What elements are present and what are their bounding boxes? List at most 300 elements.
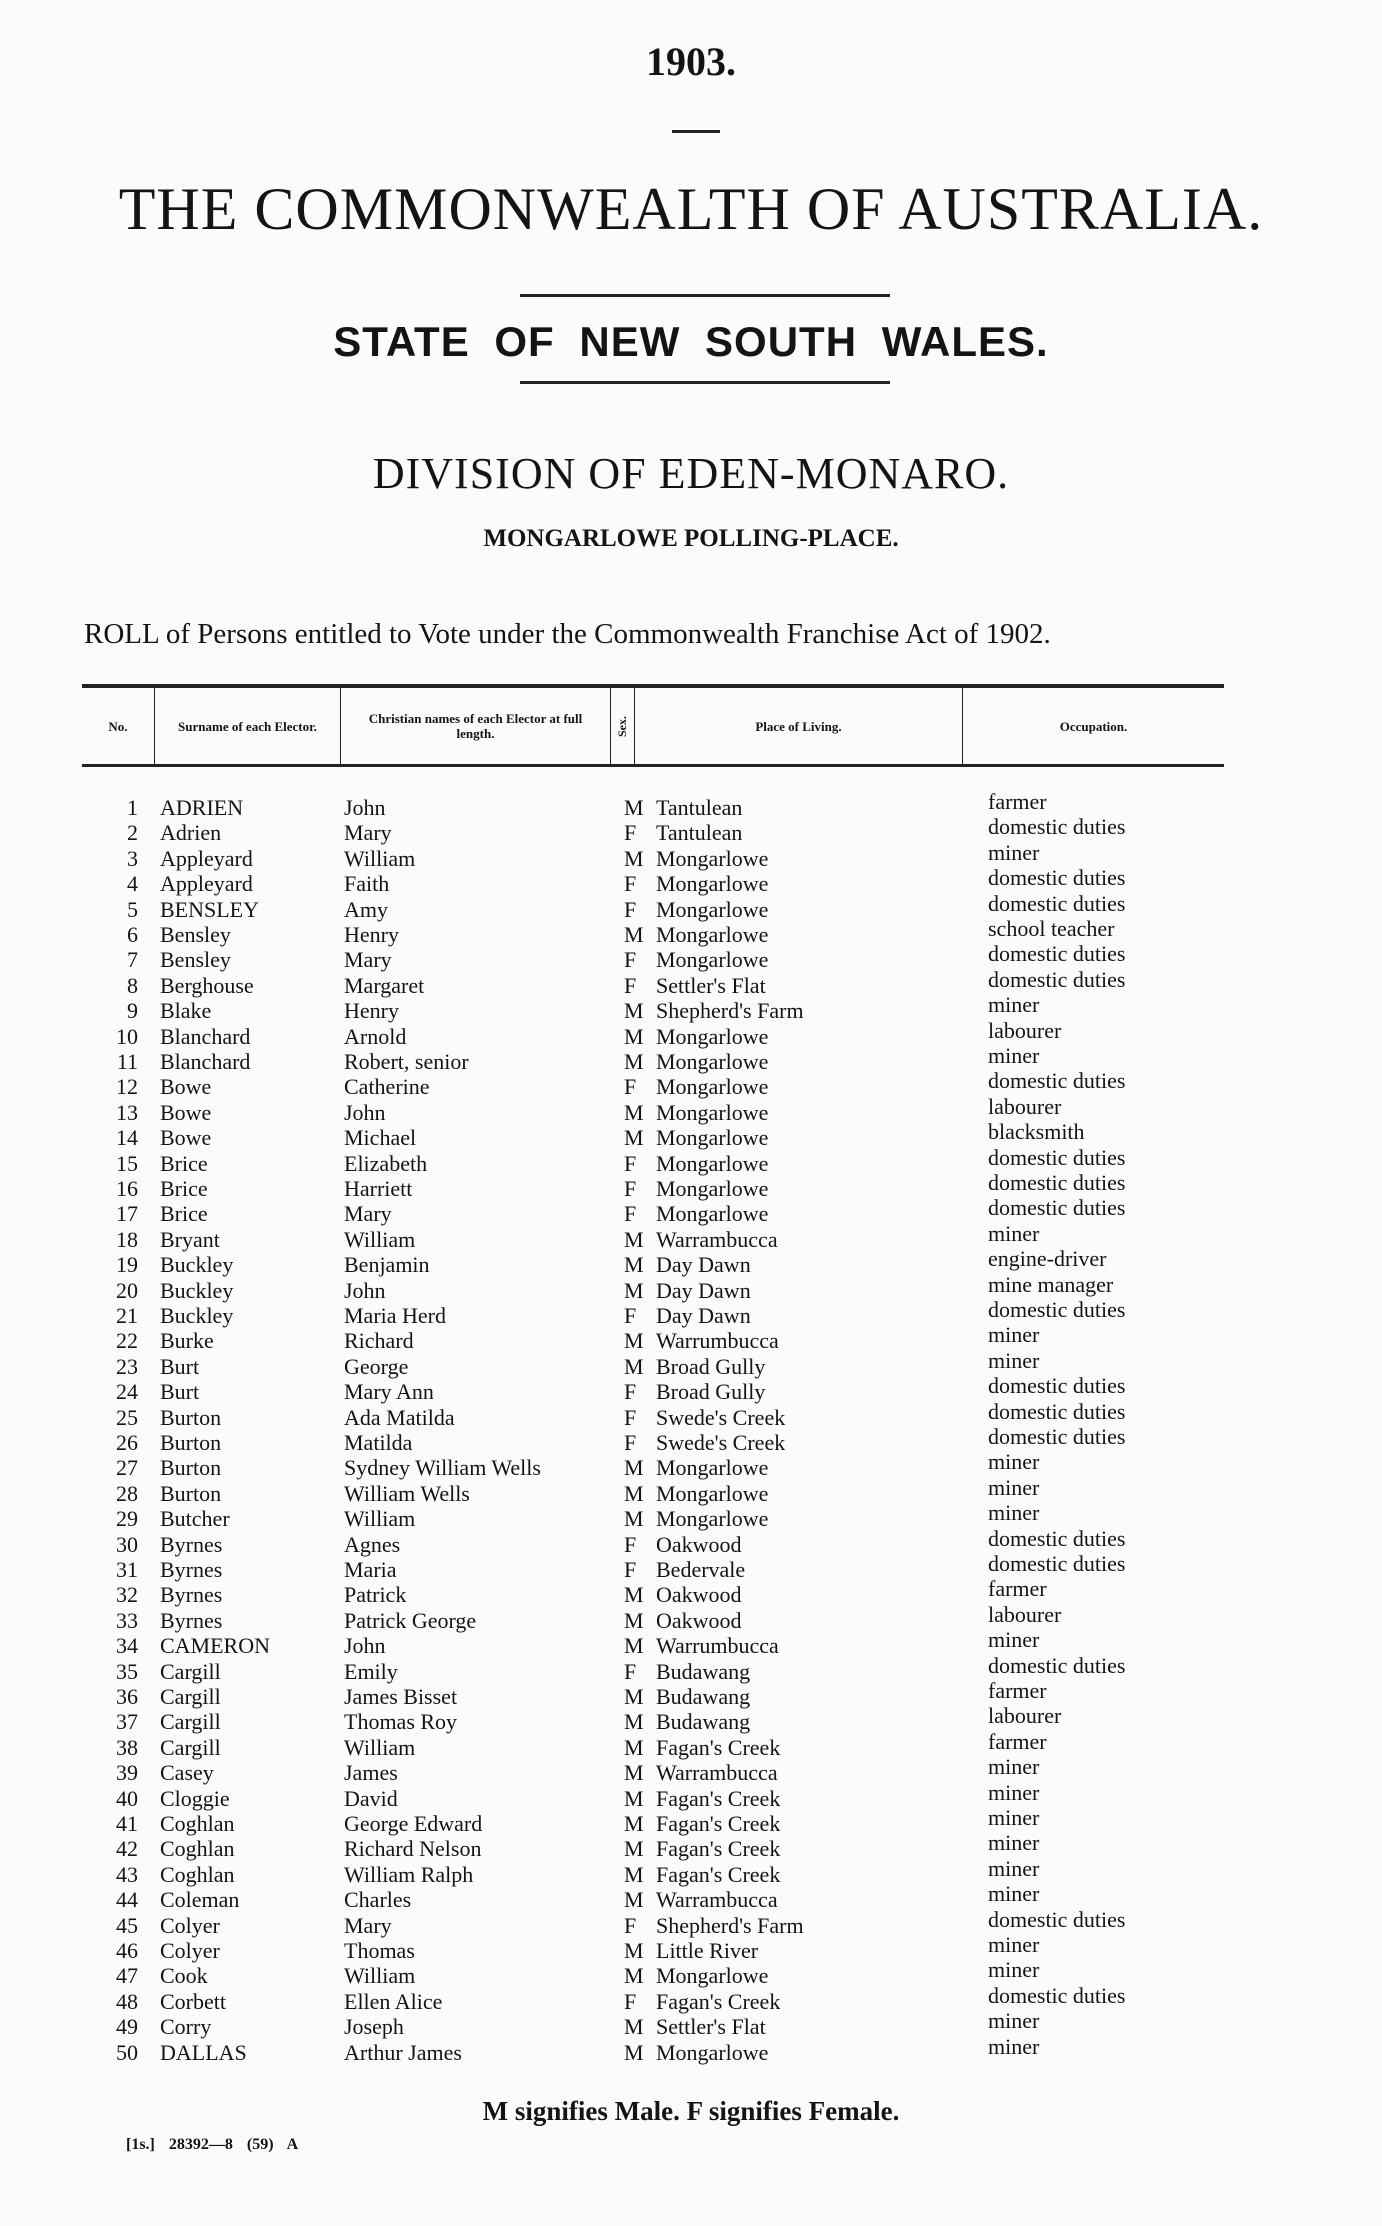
row-number: 46 [116,1938,138,1963]
row-number: 11 [116,1049,138,1074]
table-row [0,1500,1382,1532]
table-row [0,1220,1382,1252]
table-row [0,1551,1382,1582]
row-number: 48 [116,1988,138,2014]
christian-names: Thomas [344,1938,415,1963]
table-row [0,1703,1382,1735]
row-number: 25 [116,1404,138,1430]
christian-names: William [344,1734,416,1760]
surname: Burton [160,1480,222,1506]
surname: Burton [160,1430,222,1455]
table-row [0,1932,1382,1963]
christian-names: John [344,1277,386,1303]
row-number: 44 [116,1887,138,1913]
surname: Burton [160,1455,222,1481]
sex: F [624,1404,637,1430]
row-number: 23 [116,1353,138,1379]
row-number: 4 [127,871,138,897]
occupation: engine-driver [988,1246,1107,1272]
row-number: 43 [116,1861,138,1887]
christian-names: James Bisset [344,1684,458,1709]
table-row [0,1779,1382,1811]
surname: Berghouse [160,972,254,998]
occupation: domestic duties [988,966,1126,992]
occupation: miner [988,1754,1040,1780]
row-number: 22 [116,1328,138,1354]
surname: Buckley [160,1252,234,1278]
surname: Adrien [160,820,222,846]
sex: M [624,1709,644,1735]
christian-names: Arnold [344,1023,407,1049]
table-row [0,1754,1382,1786]
header-no: No. [108,718,128,734]
sex: M [624,1328,644,1354]
surname: Buckley [160,1303,234,1328]
row-number: 1 [127,795,138,820]
place-of-living: Fagan's Creek [656,1785,781,1811]
row-number: 32 [116,1582,138,1608]
sex: M [624,1785,644,1811]
christian-names: Mary [344,947,392,973]
christian-names: Charles [344,1887,412,1913]
sex: M [624,1734,644,1760]
christian-names: John [344,1633,386,1659]
place-of-living: Bedervale [656,1557,746,1582]
surname: Corry [160,2014,212,2040]
occupation: domestic duties [988,1170,1126,1195]
row-number: 19 [116,1252,138,1278]
place-of-living: Day Dawn [656,1277,751,1303]
place-of-living: Budawang [656,1658,751,1684]
occupation: domestic duties [988,1398,1126,1424]
surname: Byrnes [160,1607,223,1633]
occupation: domestic duties [988,1068,1126,1094]
table-row [0,1805,1382,1836]
surname: Coghlan [160,1861,235,1887]
occupation: miner [988,1322,1040,1348]
surname: Burton [160,1404,222,1430]
christian-names: Henry [344,998,399,1024]
place-of-living: Warrambucca [656,1226,778,1252]
christian-names: George [344,1353,409,1379]
table-row [0,1271,1382,1303]
sex: F [624,896,637,922]
table-row [0,1906,1382,1938]
christian-names: William [344,845,416,871]
sex: F [624,820,637,846]
christian-names: Benjamin [344,1252,430,1278]
christian-names: Ada Matilda [344,1404,455,1430]
row-number: 3 [127,845,138,871]
occupation: domestic duties [988,1551,1126,1576]
christian-names: Elizabeth [344,1150,428,1176]
row-number: 50 [116,2039,138,2065]
divider [520,381,890,384]
header-occupation: Occupation. [962,688,1224,764]
table-row [0,1195,1382,1227]
table-row [0,1525,1382,1557]
occupation: miner [988,1449,1040,1475]
header-place: Place of Living. [634,688,962,764]
place-of-living: Mongarlowe [656,845,769,871]
surname: Brice [160,1150,208,1176]
sex: M [624,1506,644,1532]
surname: CAMERON [160,1633,271,1659]
place-of-living: Mongarlowe [656,1074,769,1100]
sex: F [624,1912,637,1938]
table-row [0,1068,1382,1100]
occupation: labourer [988,1017,1062,1043]
surname: Appleyard [160,871,253,897]
sex: M [624,1049,644,1074]
christian-names: William [344,1506,416,1532]
row-number: 9 [127,998,138,1024]
christian-names: Thomas Roy [344,1709,458,1735]
table-row [0,839,1382,871]
row-number: 18 [116,1226,138,1252]
table-row [0,1830,1382,1862]
row-number: 27 [116,1455,138,1481]
occupation: miner [988,1830,1040,1856]
surname: Blanchard [160,1023,251,1049]
place-of-living: Settler's Flat [656,972,766,998]
christian-names: William Wells [344,1480,470,1506]
table-row [0,2033,1382,2065]
surname: Casey [160,1760,214,1786]
sex: M [624,1125,644,1151]
table-row [0,1678,1382,1709]
place-of-living: Mongarlowe [656,1480,769,1506]
sex: M [624,1455,644,1481]
occupation: miner [988,1957,1040,1983]
sex: M [624,1252,644,1278]
surname: Colyer [160,1938,220,1963]
occupation: farmer [988,789,1047,814]
table-row [0,1982,1382,2014]
place-of-living: Warrambucca [656,1887,778,1913]
sex: M [624,1811,644,1836]
place-of-living: Warrumbucca [656,1328,779,1354]
christian-names: Mary [344,1201,392,1227]
christian-names: Faith [344,871,390,897]
surname: Byrnes [160,1582,223,1608]
table-row [0,1170,1382,1201]
occupation: farmer [988,1576,1047,1602]
row-number: 30 [116,1531,138,1557]
sex: M [624,1607,644,1633]
christian-names: John [344,795,386,820]
occupation: farmer [988,1728,1047,1754]
sex: M [624,1861,644,1887]
header-surname: Surname of each Elector. [154,688,340,764]
christian-names: John [344,1099,386,1125]
row-number: 10 [116,1023,138,1049]
sex: F [624,1988,637,2014]
place-of-living: Warrambucca [656,1760,778,1786]
sex: M [624,1684,644,1709]
sex: M [624,998,644,1024]
row-number: 28 [116,1480,138,1506]
row-number: 15 [116,1150,138,1176]
christian-names: Joseph [344,2014,404,2040]
place-of-living: Warrumbucca [656,1633,779,1659]
row-number: 37 [116,1709,138,1735]
place-of-living: Mongarlowe [656,1023,769,1049]
table-row [0,1424,1382,1455]
christian-names: Harriett [344,1176,413,1201]
christian-names: Ellen Alice [344,1988,443,2014]
sex: M [624,1023,644,1049]
sex: M [624,795,644,820]
occupation: miner [988,1474,1040,1500]
surname: Coghlan [160,1836,235,1862]
row-number: 13 [116,1099,138,1125]
sex: M [624,922,644,947]
table-row [0,1043,1382,1074]
sex: M [624,1277,644,1303]
table-row [0,1093,1382,1125]
row-number: 20 [116,1277,138,1303]
surname: Bowe [160,1125,212,1151]
occupation: miner [988,839,1040,865]
surname: Bensley [160,947,231,973]
table-row [0,992,1382,1024]
surname: Byrnes [160,1531,223,1557]
division-heading: DIVISION OF EDEN-MONARO. [372,449,1010,498]
polling-place-heading: MONGARLOWE POLLING-PLACE. [483,525,899,552]
place-of-living: Fagan's Creek [656,1734,781,1760]
table-row [0,1855,1382,1887]
place-of-living: Mongarlowe [656,2039,769,2065]
sex: M [624,2039,644,2065]
occupation: domestic duties [988,865,1126,891]
place-of-living: Mongarlowe [656,1176,769,1201]
row-number: 34 [116,1633,138,1659]
table-row [0,1398,1382,1430]
row-number: 33 [116,1607,138,1633]
row-number: 17 [116,1201,138,1227]
table-row [0,1119,1382,1151]
occupation: labourer [988,1601,1062,1627]
place-of-living: Fagan's Creek [656,1811,781,1836]
table-row [0,2008,1382,2040]
occupation: labourer [988,1093,1062,1119]
sex: F [624,1303,637,1328]
occupation: domestic duties [988,1195,1126,1221]
christian-names: Margaret [344,972,425,998]
table-header [82,684,1224,767]
sex: F [624,1531,637,1557]
table-row [0,789,1382,820]
sex: F [624,1430,637,1455]
row-number: 39 [116,1760,138,1786]
place-of-living: Fagan's Creek [656,1836,781,1862]
row-number: 5 [127,896,138,922]
table-row [0,1881,1382,1913]
sex: F [624,1379,637,1405]
row-number: 38 [116,1734,138,1760]
state-heading: STATE OF NEW SOUTH WALES. [333,318,1049,365]
sex: F [624,1150,637,1176]
surname: Bowe [160,1074,212,1100]
christian-names: Mary [344,820,392,846]
place-of-living: Fagan's Creek [656,1988,781,2014]
place-of-living: Little River [656,1938,759,1963]
row-number: 36 [116,1684,138,1709]
surname: Coghlan [160,1811,235,1836]
christian-names: Mary Ann [344,1379,434,1405]
christian-names: Mary [344,1912,392,1938]
christian-names: Sydney William Wells [344,1455,541,1481]
sex: M [624,845,644,871]
row-number: 21 [116,1303,138,1328]
printer-imprint: [1s.] 28392—8 (59) A [126,2136,299,2153]
christian-names: Matilda [344,1430,413,1455]
surname: Bryant [160,1226,220,1252]
sex: M [624,1633,644,1659]
place-of-living: Day Dawn [656,1303,751,1328]
occupation: domestic duties [988,1982,1126,2008]
occupation: domestic duties [988,1906,1126,1932]
sex: M [624,1760,644,1786]
sex: M [624,1836,644,1862]
table-row [0,1144,1382,1176]
table-row [0,966,1382,998]
table-row [0,1246,1382,1278]
occupation: domestic duties [988,1525,1126,1551]
occupation: domestic duties [988,1652,1126,1678]
sex: M [624,1887,644,1913]
occupation: miner [988,1627,1040,1653]
table-row [0,1322,1382,1354]
table-row [0,916,1382,947]
sex: F [624,1201,637,1227]
christian-names: Michael [344,1125,417,1151]
surname: Butcher [160,1506,230,1532]
occupation: miner [988,1932,1040,1957]
place-of-living: Oakwood [656,1582,742,1608]
occupation: miner [988,2008,1040,2034]
table-row [0,1728,1382,1760]
sex: F [624,1176,637,1201]
place-of-living: Mongarlowe [656,1125,769,1151]
row-number: 47 [116,1963,138,1989]
place-of-living: Budawang [656,1709,751,1735]
row-number: 2 [127,820,138,846]
occupation: domestic duties [988,814,1126,840]
place-of-living: Mongarlowe [656,1201,769,1227]
occupation: domestic duties [988,941,1126,967]
christian-names: Maria Herd [344,1303,447,1328]
row-number: 40 [116,1785,138,1811]
surname: Corbett [160,1988,226,2014]
row-number: 7 [127,947,138,973]
row-number: 16 [116,1176,138,1201]
roll-title: ROLL of Persons entitled to Vote under the Commonwealth Franchise Act of 1902. [84,618,1051,650]
occupation: miner [988,1881,1040,1907]
sex-legend: M signifies Male. F signifies Female. [482,2096,900,2126]
christian-names: Patrick [344,1582,407,1608]
row-number: 24 [116,1379,138,1405]
place-of-living: Swede's Creek [656,1430,786,1455]
christian-names: David [344,1785,398,1811]
row-number: 26 [116,1430,138,1455]
place-of-living: Broad Gully [656,1353,766,1379]
occupation: labourer [988,1703,1062,1729]
row-number: 31 [116,1557,138,1582]
surname: Blake [160,998,212,1024]
place-of-living: Mongarlowe [656,1963,769,1989]
sex: F [624,1658,637,1684]
surname: Cargill [160,1684,221,1709]
surname: Byrnes [160,1557,223,1582]
occupation: miner [988,1805,1040,1830]
table-row [0,1652,1382,1684]
surname: Colyer [160,1912,220,1938]
row-number: 14 [116,1125,138,1151]
christian-names: William [344,1226,416,1252]
surname: ADRIEN [160,795,244,820]
row-number: 41 [116,1811,138,1836]
place-of-living: Mongarlowe [656,1455,769,1481]
row-number: 49 [116,2014,138,2040]
christian-names: George Edward [344,1811,483,1836]
place-of-living: Broad Gully [656,1379,766,1405]
place-of-living: Oakwood [656,1531,742,1557]
christian-names: Patrick George [344,1607,477,1633]
surname: Burt [160,1379,200,1405]
surname: Bowe [160,1099,212,1125]
sex: F [624,871,637,897]
place-of-living: Oakwood [656,1607,742,1633]
place-of-living: Day Dawn [656,1252,751,1278]
surname: Cloggie [160,1785,230,1811]
occupation: mine manager [988,1271,1114,1297]
occupation: domestic duties [988,1297,1126,1322]
table-row [0,1627,1382,1659]
place-of-living: Fagan's Creek [656,1861,781,1887]
divider [520,294,890,297]
christian-names: Robert, senior [344,1049,469,1074]
occupation: domestic duties [988,1424,1126,1449]
place-of-living: Mongarlowe [656,1506,769,1532]
occupation: miner [988,1500,1040,1526]
place-of-living: Tantulean [656,795,743,820]
christian-names: Catherine [344,1074,430,1100]
sex: M [624,1226,644,1252]
place-of-living: Tantulean [656,820,743,846]
table-row [0,865,1382,897]
place-of-living: Mongarlowe [656,947,769,973]
christian-names: Agnes [344,1531,401,1557]
christian-names: James [344,1760,398,1786]
surname: Blanchard [160,1049,251,1074]
row-number: 45 [116,1912,138,1938]
divider [672,130,720,133]
place-of-living: Mongarlowe [656,1150,769,1176]
occupation: miner [988,1043,1040,1068]
surname: Brice [160,1176,208,1201]
place-of-living: Budawang [656,1684,751,1709]
surname: Coleman [160,1887,240,1913]
sex: F [624,1074,637,1100]
occupation: blacksmith [988,1119,1085,1145]
table-row [0,1017,1382,1049]
page-title: THE COMMONWEALTH OF AUSTRALIA. [118,176,1264,242]
place-of-living: Mongarlowe [656,922,769,947]
surname: Cargill [160,1709,221,1735]
header-christian-names: Christian names of each Elector at full length. [340,688,610,764]
